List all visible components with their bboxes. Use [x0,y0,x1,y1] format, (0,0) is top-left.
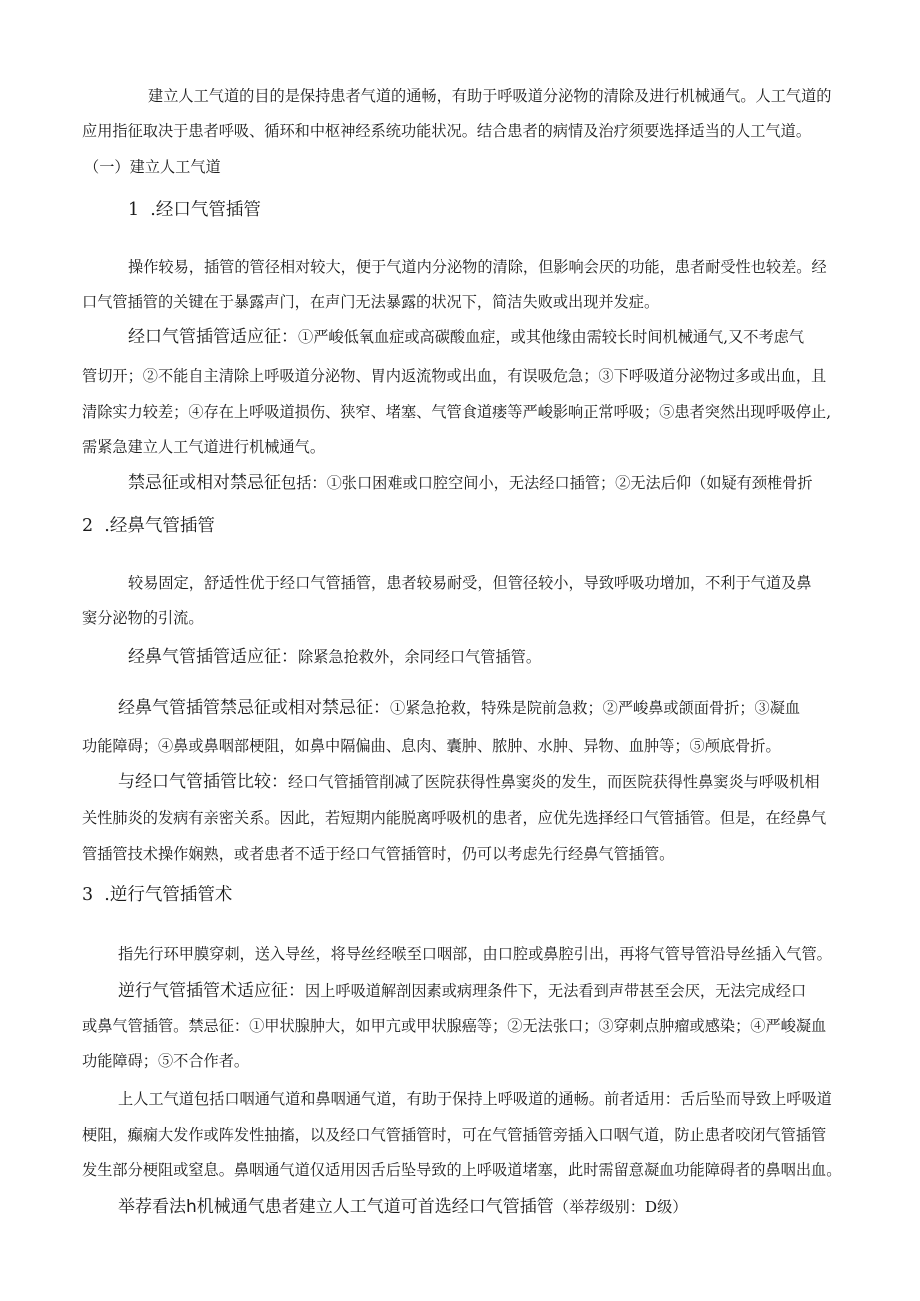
para-10-line-1: 上人工气道包括口咽通气道和鼻咽通气道，有助于保持上呼吸道的通畅。前者适用：舌后坠而导致上呼吸道 [118,1090,832,1108]
para-4-line-1: 较易固定，舒适性优于经口气管插管，患者较易耐受，但管径较小，导致呼吸功增加，不利于气道及鼻 [128,574,812,592]
para-7-line-3: 管插管技术操作娴熟，或者患者不适于经口气管插管时，仍可以考虑先行经鼻气管插管。 [82,845,675,863]
para-2-line-3: 清除实力较差；④存在上呼吸道损伤、狭窄、堵塞、气管食道瘘等严峻影响正常呼吸；⑤患者突然出现呼吸停止, [82,403,832,421]
para-6-line-1: 经鼻气管插管禁忌征或相对禁忌征：①紧急抢救，特殊是院前急救；②严峻鼻或颌面骨折；③凝血 [118,698,801,718]
heading-2-number: 2 [82,516,94,536]
heading-3 [82,884,232,906]
section-heading: （一）建立人工气道 [84,158,221,176]
heading-2-title: .经鼻气管插管 [104,516,215,536]
para-6-lead: 经鼻气管插管禁忌征或相对禁忌征： [118,698,390,718]
para-9-line-2: 或鼻气管插管。禁忌征：①甲状腺肿大，如甲亢或甲状腺癌等；②无法张口；③穿刺点肿瘤或感染；④严峻凝血 [82,1017,827,1035]
para-7-line-1: 与经口气管插管比较：经口气管插管削减了医院获得性鼻窦炎的发生，而医院获得性鼻窦炎与呼吸机相 [118,772,820,792]
para-1-line-1: 操作较易，插管的管径相对较大，便于气道内分泌物的清除，但影响会厌的功能，患者耐受性也较差。经 [128,258,827,276]
para-10-line-2: 梗阻，癫痫大发作或阵发性抽搐，以及经口气管插管时，可在气管插管旁插入口咽气道，防止患者咬闭气管插管 [82,1126,827,1144]
heading-3-number: 3 [82,885,94,905]
recommendation-text: 举荐看法h机械通气患者建立人工气道可首选经口气管插管 [118,1197,554,1217]
para-5-lead: 经鼻气管插管适应征： [128,647,298,667]
para-9-lead: 逆行气管插管术适应征： [118,981,305,1001]
intro-line-2: 应用指征取决于患者呼吸、循环和中枢神经系统功能状况。结合患者的病情及治疗须要选择适当的人工气道。 [82,122,811,140]
para-3-line-1: 禁忌征或相对禁忌征包括：①张口困难或口腔空间小，无法经口插管；②无法后仰（如疑有颈椎骨折 [128,473,813,493]
para-1-line-2: 口气管插管的关键在于暴露声门，在声门无法暴露的状况下，简洁失败或出现并发症。 [82,293,660,311]
recommendation-line [118,1197,687,1217]
para-4-line-2: 窦分泌物的引流。 [82,609,204,627]
para-2-lead: 经口气管插管适应征： [128,327,298,347]
heading-3-title: .逆行气管插管术 [104,885,233,905]
heading-2 [82,515,215,537]
heading-1-number: 1 [128,200,140,220]
para-2-line-4: 需紧急建立人工气道进行机械通气。 [82,438,325,456]
intro-line-1: 建立人工气道的目的是保持患者气道的通畅，有助于呼吸道分泌物的清除及进行机械通气。人工气道的 [148,87,832,105]
para-2-line-1: 经口气管插管适应征：①严峻低氧血症或高碳酸血症，或其他缘由需较长时间机械通气,又不考虑气 [128,327,805,347]
para-2-line-2: 管切开；②不能自主清除上呼吸道分泌物、胃内返流物或出血，有误吸危急；③下呼吸道分泌物过多或出血，且 [82,367,827,385]
heading-1-title: .经口气管插管 [150,200,261,220]
para-7-lead: 与经口气管插管比较： [118,772,288,792]
para-6-line-2: 功能障碍；④鼻或鼻咽部梗阻，如鼻中隔偏曲、息肉、囊肿、脓肿、水肿、异物、血肿等；⑤颅底骨折。 [82,737,781,755]
para-7-line-2: 关性肺炎的发病有亲密关系。因此，若短期内能脱离呼吸机的患者，应优先选择经口气管插管。但是，在经鼻气 [82,809,827,827]
heading-1 [128,199,261,221]
para-8-line-1: 指先行环甲膜穿刺，送入导丝，将导丝经喉至口咽部，由口腔或鼻腔引出，再将气管导管沿导丝插入气管。 [118,945,832,963]
para-9-line-3: 功能障碍；⑤不合作者。 [82,1052,250,1070]
para-5-line-1: 经鼻气管插管适应征：除紧急抢救外，余同经口气管插管。 [128,647,541,667]
para-3-lead: 禁忌征或相对禁忌征 [128,473,281,493]
recommendation-grade: （举荐级别：D级） [553,1198,688,1216]
para-10-line-3: 发生部分梗阻或窒息。鼻咽通气道仅适用因舌后坠导致的上呼吸道堵塞，此时需留意凝血功能障碍者的鼻咽出血。 [82,1161,842,1179]
para-9-line-1: 逆行气管插管术适应征：因上呼吸道解剖因素或病理条件下，无法看到声带甚至会厌，无法完成经口 [118,981,807,1001]
